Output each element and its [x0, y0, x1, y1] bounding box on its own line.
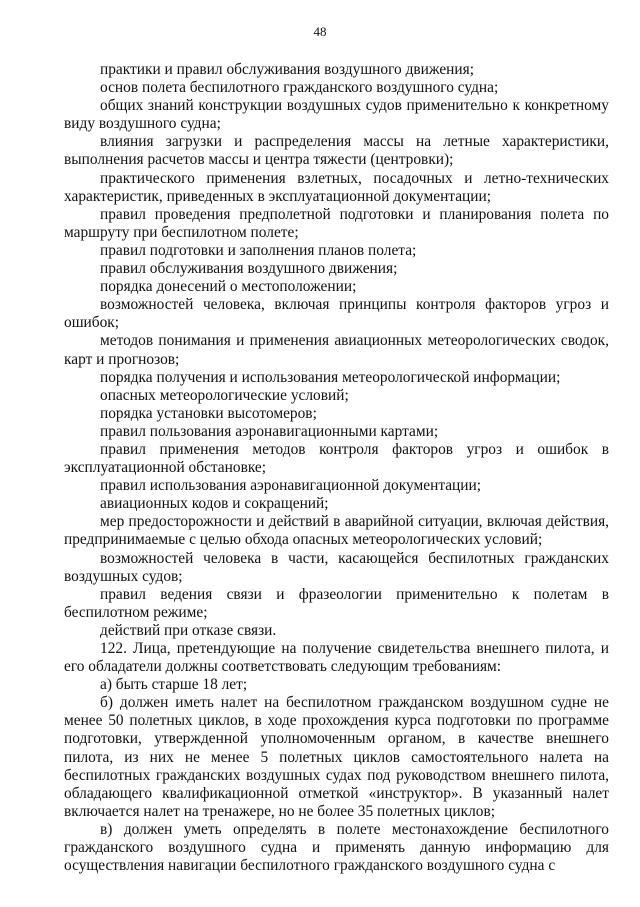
- paragraph: опасных метеорологические условий;: [100, 386, 349, 404]
- paragraph: влияния загрузки и распределения массы на летные характеристики, выполнения расчетов массы и центра тяжести (центровки);: [64, 133, 609, 169]
- paragraph: действий при отказе связи.: [100, 621, 277, 639]
- paragraph: мер предосторожности и действий в аварийной ситуации, включая действия, предпринимаемые с целью обхода опасных метеорологических условий;: [64, 513, 609, 549]
- paragraph: методов понимания и применения авиационных метеорологических сводок, карт и прогнозов;: [64, 332, 609, 368]
- paragraph: практики и правил обслуживания воздушного движения;: [100, 61, 474, 78]
- paragraph: правил использования аэронавигационной документации;: [100, 477, 482, 495]
- paragraph: авиационных кодов и сокращений;: [100, 495, 329, 513]
- paragraph: правил пользования аэронавигационными картами;: [100, 422, 439, 440]
- paragraph: правил ведения связи и фразеологии применительно к полетам в беспилотном режиме;: [64, 585, 609, 621]
- requirement-item-a: а) быть старше 18 лет;: [100, 676, 248, 694]
- paragraph: возможностей человека, включая принципы контроля факторов угроз и ошибок;: [64, 296, 609, 332]
- paragraph: правил подготовки и заполнения планов полета;: [100, 241, 417, 259]
- paragraph: порядка донесений о местоположении;: [100, 278, 357, 296]
- paragraph: правил проведения предполетной подготовки и планирования полета по маршруту при беспилотном полете;: [64, 205, 609, 241]
- paragraph: порядка получения и использования метеорологической информации;: [100, 368, 561, 386]
- paragraph: основ полета беспилотного гражданского воздушного судна;: [100, 79, 499, 97]
- section-122-paragraph: 122. Лица, претендующие на получение свидетельства внешнего пилота, и его обладатели должны соответствовать следующим требованиям:: [64, 640, 609, 676]
- requirement-item-v: в) должен уметь определять в полете местонахождение беспилотного гражданского воздушного судна и применять данную информацию для осуществления навигации беспилотного гражданского воздушного судна с: [64, 820, 609, 875]
- paragraph: правил обслуживания воздушного движения;: [100, 260, 398, 278]
- paragraph: практического применения взлетных, посадочных и летно-технических характеристик, приведенных в эксплуатационной документации;: [64, 169, 609, 205]
- paragraph: возможностей человека в части, касающейся беспилотных гражданских воздушных судов;: [64, 549, 609, 585]
- paragraph: порядка установки высотомеров;: [100, 404, 317, 422]
- page-number: 48: [313, 24, 327, 39]
- requirement-item-b: б) должен иметь налет на беспилотном гражданском воздушном судне не менее 50 полетных циклов, в ходе прохождения курса подготовки по программе подготовки, утвержденной уполномоченным органом, в качестве внешнего пилота, из них не менее 5 полетных циклов самостоятельного налета на беспилотных гражданских воздушных судах под руководством внешнего пилота, обладающего квалификационной отметкой «инструктор». В указанный налет включается налет на тренажере, но не более 35 полетных циклов;: [64, 694, 609, 820]
- paragraph: правил применения методов контроля факторов угроз и ошибок в эксплуатационной обстановке;: [64, 440, 609, 477]
- paragraph: общих знаний конструкции воздушных судов применительно к конкретному виду воздушного судна;: [64, 97, 609, 133]
- document-body: [64, 61, 609, 875]
